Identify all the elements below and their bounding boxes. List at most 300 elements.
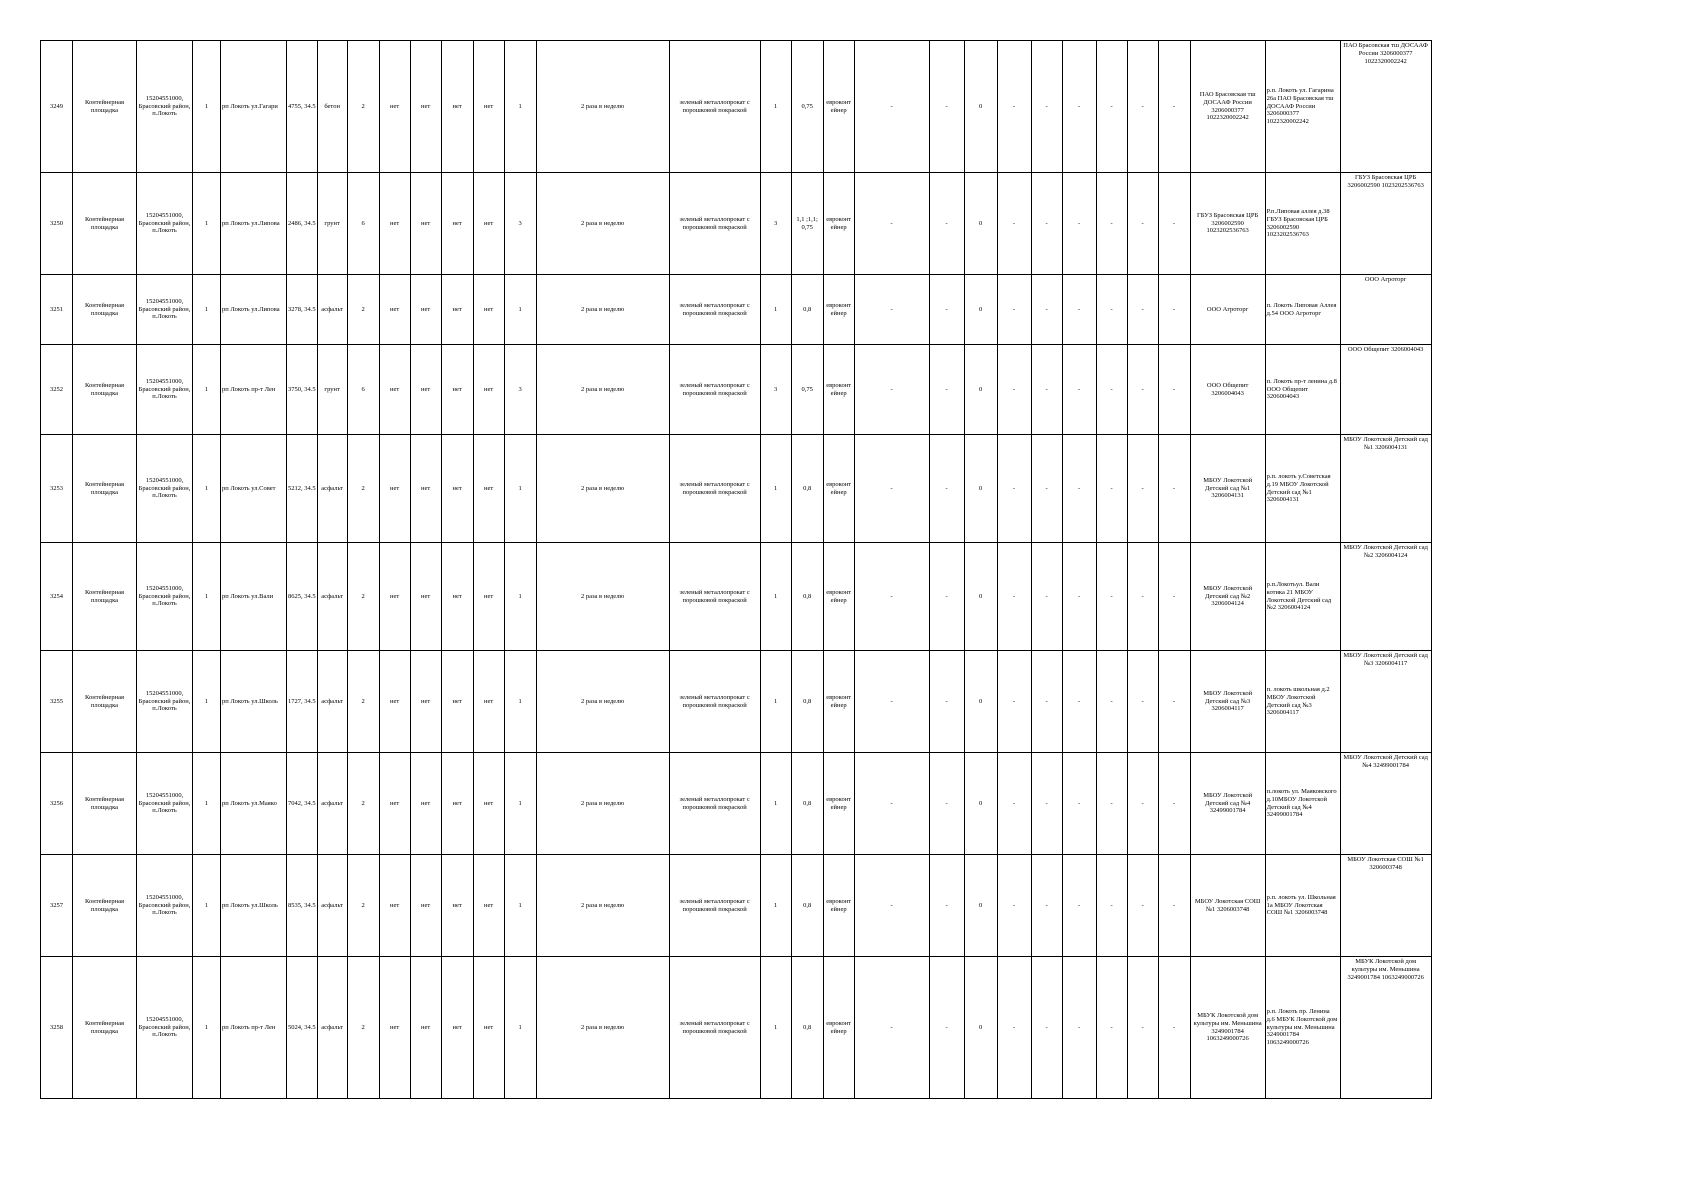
container-count: 1 — [760, 435, 791, 543]
col-d7: - — [1096, 543, 1127, 651]
col-d5: - — [1031, 855, 1062, 957]
coordinates-cell: 3278, 34.5 — [287, 275, 318, 345]
col-d2: - — [929, 651, 964, 753]
collection-frequency: 2 раза в неделю — [536, 41, 669, 173]
col-10: нет — [410, 753, 441, 855]
col-d4: - — [997, 435, 1031, 543]
col-d8: - — [1127, 41, 1158, 173]
col-10: нет — [410, 345, 441, 435]
col-d8: - — [1127, 543, 1158, 651]
container-volume: 0,8 — [791, 543, 823, 651]
owner-address-cell: р.п. локоть ул. Школьная 1а МБОУ Локотская СОШ №1 3206003748 — [1265, 855, 1340, 957]
col-d8: - — [1127, 345, 1158, 435]
col-8: 2 — [347, 651, 379, 753]
address-cell: рп Локоть ул.Гагари — [221, 41, 287, 173]
owner-cell: МБОУ Локотской Детский сад №4 32499001784 — [1190, 753, 1265, 855]
col-8: 2 — [347, 435, 379, 543]
col-4: 1 — [193, 275, 221, 345]
col-d1: - — [854, 435, 929, 543]
container-material: зеленый металлопрокат с порошковой покраской — [669, 543, 760, 651]
col-11: нет — [441, 855, 473, 957]
col-12: нет — [473, 41, 504, 173]
col-13: 1 — [504, 275, 536, 345]
container-type: евроконт ейнер — [823, 957, 854, 1099]
surface-cell: грунт — [317, 345, 347, 435]
col-4: 1 — [193, 173, 221, 275]
waste-source-cell: ГБУЗ Брасовская ЦРБ 3206002590 1023202536763 — [1340, 173, 1431, 275]
col-d4: - — [997, 753, 1031, 855]
collection-frequency: 2 раза в неделю — [536, 651, 669, 753]
container-type: евроконт ейнер — [823, 855, 854, 957]
container-count: 1 — [760, 543, 791, 651]
col-d1: - — [854, 345, 929, 435]
oktmo-location: 15204551000, Брасовский район, п.Локоть — [137, 543, 193, 651]
col-d7: - — [1096, 855, 1127, 957]
table-row — [41, 275, 1432, 345]
col-d2: - — [929, 173, 964, 275]
col-d9: - — [1158, 41, 1190, 173]
col-d9: - — [1158, 651, 1190, 753]
container-type: евроконт ейнер — [823, 651, 854, 753]
col-d5: - — [1031, 275, 1062, 345]
coordinates-cell: 3750, 34.5 — [287, 345, 318, 435]
owner-address-cell: р.п. Локоть пр. Ленина д.6 МБУК Локотской дом культуры им. Меньшина 3249001784 1063249000726 — [1265, 957, 1340, 1099]
col-d8: - — [1127, 435, 1158, 543]
table-row — [41, 543, 1432, 651]
col-9: нет — [379, 957, 410, 1099]
col-4: 1 — [193, 753, 221, 855]
col-9: нет — [379, 345, 410, 435]
col-10: нет — [410, 275, 441, 345]
address-cell: рп Локоть пр-т Лен — [221, 345, 287, 435]
col-d5: - — [1031, 957, 1062, 1099]
container-type: евроконт ейнер — [823, 275, 854, 345]
col-d2: - — [929, 275, 964, 345]
col-d5: - — [1031, 173, 1062, 275]
container-volume: 0,8 — [791, 957, 823, 1099]
container-type: евроконт ейнер — [823, 435, 854, 543]
col-13: 3 — [504, 345, 536, 435]
container-material: зеленый металлопрокат с порошковой покраской — [669, 855, 760, 957]
col-9: нет — [379, 275, 410, 345]
col-8: 2 — [347, 275, 379, 345]
collection-frequency: 2 раза в неделю — [536, 275, 669, 345]
col-9: нет — [379, 41, 410, 173]
col-d6: - — [1062, 173, 1096, 275]
col-d6: - — [1062, 543, 1096, 651]
col-d6: - — [1062, 957, 1096, 1099]
col-d7: - — [1096, 41, 1127, 173]
container-volume: 0,8 — [791, 753, 823, 855]
col-d3: 0 — [964, 651, 997, 753]
col-d4: - — [997, 957, 1031, 1099]
address-cell: рп Локоть пр-т Лен — [221, 957, 287, 1099]
col-10: нет — [410, 855, 441, 957]
col-12: нет — [473, 957, 504, 1099]
col-d3: 0 — [964, 345, 997, 435]
col-13: 1 — [504, 543, 536, 651]
col-d3: 0 — [964, 435, 997, 543]
container-count: 1 — [760, 855, 791, 957]
table-row — [41, 651, 1432, 753]
col-13: 1 — [504, 957, 536, 1099]
container-material: зеленый металлопрокат с порошковой покраской — [669, 957, 760, 1099]
col-13: 1 — [504, 41, 536, 173]
container-volume: 0,75 — [791, 41, 823, 173]
owner-cell: ПАО Брасовская тш ДОСААФ России 3206000377 1022320002242 — [1190, 41, 1265, 173]
col-d3: 0 — [964, 957, 997, 1099]
owner-address-cell: п.локоть ул. Маяковского д.10МБОУ Локотской Детский сад №4 32499001784 — [1265, 753, 1340, 855]
owner-address-cell: р.п.Локотьул. Вали котика 21 МБОУ Локотской Детский сад №2 3206004124 — [1265, 543, 1340, 651]
col-d9: - — [1158, 345, 1190, 435]
col-d6: - — [1062, 753, 1096, 855]
owner-cell: МБУК Локотской дом культуры им. Меньшина 3249001784 1063249000726 — [1190, 957, 1265, 1099]
col-4: 1 — [193, 543, 221, 651]
oktmo-location: 15204551000, Брасовский район, п.Локоть — [137, 345, 193, 435]
owner-cell: МБОУ Локотской Детский сад №1 3206004131 — [1190, 435, 1265, 543]
table-row — [41, 855, 1432, 957]
site-type: Контейнерная площадка — [73, 543, 137, 651]
owner-address-cell: п. Локоть пр-т ленина д.8 ООО Общепит 3206004043 — [1265, 345, 1340, 435]
surface-cell: грунт — [317, 173, 347, 275]
owner-cell: ООО Агроторг — [1190, 275, 1265, 345]
row-number: 3251 — [41, 275, 73, 345]
waste-source-cell: МБОУ Локотской Детский сад №2 3206004124 — [1340, 543, 1431, 651]
collection-frequency: 2 раза в неделю — [536, 435, 669, 543]
col-4: 1 — [193, 41, 221, 173]
col-d8: - — [1127, 651, 1158, 753]
oktmo-location: 15204551000, Брасовский район, п.Локоть — [137, 651, 193, 753]
col-11: нет — [441, 435, 473, 543]
table-row — [41, 753, 1432, 855]
coordinates-cell: 2486, 34.5 — [287, 173, 318, 275]
collection-frequency: 2 раза в неделю — [536, 345, 669, 435]
col-d9: - — [1158, 173, 1190, 275]
col-d1: - — [854, 543, 929, 651]
col-8: 2 — [347, 543, 379, 651]
row-number: 3256 — [41, 753, 73, 855]
container-count: 3 — [760, 173, 791, 275]
container-volume: 0,8 — [791, 855, 823, 957]
container-type: евроконт ейнер — [823, 41, 854, 173]
col-4: 1 — [193, 855, 221, 957]
col-d3: 0 — [964, 855, 997, 957]
col-d6: - — [1062, 855, 1096, 957]
col-10: нет — [410, 435, 441, 543]
col-8: 2 — [347, 957, 379, 1099]
col-12: нет — [473, 543, 504, 651]
col-d1: - — [854, 855, 929, 957]
address-cell: рп Локоть ул.Школь — [221, 651, 287, 753]
owner-cell: МБОУ Локотской Детский сад №2 3206004124 — [1190, 543, 1265, 651]
site-type: Контейнерная площадка — [73, 435, 137, 543]
col-d1: - — [854, 41, 929, 173]
coordinates-cell: 7042, 34.5 — [287, 753, 318, 855]
container-type: евроконт ейнер — [823, 753, 854, 855]
row-number: 3255 — [41, 651, 73, 753]
owner-address-cell: Р.п.Липовая аллея д.38 ГБУЗ Брасовская ЦРБ 3206002590 1023202536763 — [1265, 173, 1340, 275]
coordinates-cell: 1727, 34.5 — [287, 651, 318, 753]
col-4: 1 — [193, 651, 221, 753]
col-d3: 0 — [964, 41, 997, 173]
container-count: 1 — [760, 753, 791, 855]
col-4: 1 — [193, 957, 221, 1099]
col-d7: - — [1096, 753, 1127, 855]
col-d6: - — [1062, 41, 1096, 173]
col-d6: - — [1062, 435, 1096, 543]
col-d6: - — [1062, 651, 1096, 753]
row-number: 3254 — [41, 543, 73, 651]
registry-table — [40, 40, 1432, 1099]
waste-source-cell: ПАО Брасовская тш ДОСААФ России 3206000377 1022320002242 — [1340, 41, 1431, 173]
col-d8: - — [1127, 753, 1158, 855]
surface-cell: асфальт — [317, 435, 347, 543]
waste-source-cell: ООО Агроторг — [1340, 275, 1431, 345]
surface-cell: асфальт — [317, 651, 347, 753]
col-d8: - — [1127, 957, 1158, 1099]
col-10: нет — [410, 957, 441, 1099]
col-10: нет — [410, 543, 441, 651]
col-d7: - — [1096, 345, 1127, 435]
owner-cell: ГБУЗ Брасовская ЦРБ 3206002590 1023202536763 — [1190, 173, 1265, 275]
collection-frequency: 2 раза в неделю — [536, 957, 669, 1099]
col-9: нет — [379, 855, 410, 957]
coordinates-cell: 5212, 34.5 — [287, 435, 318, 543]
container-material: зеленый металлопрокат с порошковой покраской — [669, 435, 760, 543]
col-10: нет — [410, 41, 441, 173]
waste-source-cell: МБОУ Локотской Детский сад №1 3206004131 — [1340, 435, 1431, 543]
container-material: зеленый металлопрокат с порошковой покраской — [669, 345, 760, 435]
col-d5: - — [1031, 41, 1062, 173]
col-d3: 0 — [964, 173, 997, 275]
col-d8: - — [1127, 173, 1158, 275]
col-d6: - — [1062, 345, 1096, 435]
col-4: 1 — [193, 435, 221, 543]
col-8: 2 — [347, 753, 379, 855]
col-d3: 0 — [964, 543, 997, 651]
col-d4: - — [997, 543, 1031, 651]
col-d2: - — [929, 543, 964, 651]
container-type: евроконт ейнер — [823, 173, 854, 275]
oktmo-location: 15204551000, Брасовский район, п.Локоть — [137, 41, 193, 173]
col-11: нет — [441, 275, 473, 345]
col-d7: - — [1096, 275, 1127, 345]
col-d5: - — [1031, 345, 1062, 435]
container-count: 3 — [760, 345, 791, 435]
col-12: нет — [473, 855, 504, 957]
col-8: 6 — [347, 345, 379, 435]
owner-address-cell: п. локоть школьная д.2 МБОУ Локотской Детский сад №3 3206004117 — [1265, 651, 1340, 753]
col-d3: 0 — [964, 753, 997, 855]
col-d9: - — [1158, 855, 1190, 957]
col-11: нет — [441, 543, 473, 651]
table-row — [41, 41, 1432, 173]
coordinates-cell: 4755, 34.5 — [287, 41, 318, 173]
waste-source-cell: МБОУ Локотской Детский сад №3 3206004117 — [1340, 651, 1431, 753]
waste-source-cell: ООО Общепит 3206004043 — [1340, 345, 1431, 435]
oktmo-location: 15204551000, Брасовский район, п.Локоть — [137, 753, 193, 855]
owner-address-cell: п. Локоть Липовая Аллея д.54 ООО Агроторг — [1265, 275, 1340, 345]
col-d5: - — [1031, 543, 1062, 651]
col-d5: - — [1031, 753, 1062, 855]
site-type: Контейнерная площадка — [73, 957, 137, 1099]
col-d2: - — [929, 41, 964, 173]
col-8: 2 — [347, 855, 379, 957]
coordinates-cell: 8625, 34.5 — [287, 543, 318, 651]
container-volume: 1,1 ;1,1; 0,75 — [791, 173, 823, 275]
address-cell: рп Локоть ул.Вали — [221, 543, 287, 651]
site-type: Контейнерная площадка — [73, 41, 137, 173]
col-13: 1 — [504, 435, 536, 543]
table-row — [41, 957, 1432, 1099]
surface-cell: асфальт — [317, 957, 347, 1099]
address-cell: рп Локоть ул.Совет — [221, 435, 287, 543]
col-d3: 0 — [964, 275, 997, 345]
col-d7: - — [1096, 173, 1127, 275]
col-11: нет — [441, 957, 473, 1099]
col-d9: - — [1158, 275, 1190, 345]
container-material: зеленый металлопрокат с порошковой покраской — [669, 275, 760, 345]
container-volume: 0,75 — [791, 345, 823, 435]
col-d2: - — [929, 855, 964, 957]
waste-source-cell: МБУК Локотской дом культуры им. Меньшина 3249001784 1063249000726 — [1340, 957, 1431, 1099]
col-d4: - — [997, 275, 1031, 345]
col-d1: - — [854, 651, 929, 753]
row-number: 3252 — [41, 345, 73, 435]
site-type: Контейнерная площадка — [73, 173, 137, 275]
col-d2: - — [929, 345, 964, 435]
waste-source-cell: МБОУ Локотской Детский сад №4 32499001784 — [1340, 753, 1431, 855]
address-cell: рп Локоть ул.Липова — [221, 275, 287, 345]
coordinates-cell: 5024, 34.5 — [287, 957, 318, 1099]
row-number: 3249 — [41, 41, 73, 173]
address-cell: рп Локоть ул.Маяко — [221, 753, 287, 855]
row-number: 3250 — [41, 173, 73, 275]
container-material: зеленый металлопрокат с порошковой покраской — [669, 753, 760, 855]
col-9: нет — [379, 753, 410, 855]
table-row — [41, 173, 1432, 275]
container-type: евроконт ейнер — [823, 543, 854, 651]
owner-address-cell: р.п. локоть у.Советская д.19 МБОУ Локотской Детский сад №1 3206004131 — [1265, 435, 1340, 543]
col-d8: - — [1127, 275, 1158, 345]
col-d7: - — [1096, 435, 1127, 543]
col-9: нет — [379, 435, 410, 543]
site-type: Контейнерная площадка — [73, 855, 137, 957]
col-13: 1 — [504, 753, 536, 855]
address-cell: рп Локоть ул.Липова — [221, 173, 287, 275]
container-volume: 0,8 — [791, 651, 823, 753]
col-4: 1 — [193, 345, 221, 435]
oktmo-location: 15204551000, Брасовский район, п.Локоть — [137, 275, 193, 345]
site-type: Контейнерная площадка — [73, 753, 137, 855]
container-volume: 0,8 — [791, 275, 823, 345]
col-d9: - — [1158, 543, 1190, 651]
col-d4: - — [997, 173, 1031, 275]
container-volume: 0,8 — [791, 435, 823, 543]
col-13: 1 — [504, 855, 536, 957]
col-11: нет — [441, 173, 473, 275]
col-d4: - — [997, 41, 1031, 173]
container-count: 1 — [760, 275, 791, 345]
col-10: нет — [410, 173, 441, 275]
collection-frequency: 2 раза в неделю — [536, 543, 669, 651]
col-10: нет — [410, 651, 441, 753]
oktmo-location: 15204551000, Брасовский район, п.Локоть — [137, 855, 193, 957]
col-11: нет — [441, 345, 473, 435]
col-12: нет — [473, 651, 504, 753]
container-count: 1 — [760, 651, 791, 753]
surface-cell: асфальт — [317, 543, 347, 651]
site-type: Контейнерная площадка — [73, 345, 137, 435]
oktmo-location: 15204551000, Брасовский район, п.Локоть — [137, 957, 193, 1099]
col-12: нет — [473, 275, 504, 345]
col-d2: - — [929, 753, 964, 855]
col-11: нет — [441, 651, 473, 753]
collection-frequency: 2 раза в неделю — [536, 173, 669, 275]
col-d2: - — [929, 435, 964, 543]
col-d5: - — [1031, 435, 1062, 543]
col-d7: - — [1096, 957, 1127, 1099]
col-d7: - — [1096, 651, 1127, 753]
row-number: 3253 — [41, 435, 73, 543]
col-13: 1 — [504, 651, 536, 753]
col-12: нет — [473, 753, 504, 855]
surface-cell: асфальт — [317, 753, 347, 855]
col-d9: - — [1158, 957, 1190, 1099]
waste-source-cell: МБОУ Локотская СОШ №1 3206003748 — [1340, 855, 1431, 957]
oktmo-location: 15204551000, Брасовский район, п.Локоть — [137, 173, 193, 275]
container-material: зеленый металлопрокат с порошковой покраской — [669, 651, 760, 753]
col-d1: - — [854, 275, 929, 345]
address-cell: рп Локоть ул.Школь — [221, 855, 287, 957]
container-count: 1 — [760, 41, 791, 173]
col-d5: - — [1031, 651, 1062, 753]
col-12: нет — [473, 173, 504, 275]
owner-address-cell: р.п. Локоть ул. Гагарина 26а ПАО Брасовская тш ДОСААФ России 3206000377 1022320002242 — [1265, 41, 1340, 173]
col-d6: - — [1062, 275, 1096, 345]
col-9: нет — [379, 173, 410, 275]
container-material: зеленый металлопрокат с порошковой покраской — [669, 41, 760, 173]
col-9: нет — [379, 543, 410, 651]
site-type: Контейнерная площадка — [73, 651, 137, 753]
site-type: Контейнерная площадка — [73, 275, 137, 345]
oktmo-location: 15204551000, Брасовский район, п.Локоть — [137, 435, 193, 543]
col-d8: - — [1127, 855, 1158, 957]
col-d1: - — [854, 957, 929, 1099]
col-d4: - — [997, 855, 1031, 957]
table-row — [41, 435, 1432, 543]
col-8: 6 — [347, 173, 379, 275]
col-d9: - — [1158, 753, 1190, 855]
col-11: нет — [441, 753, 473, 855]
col-8: 2 — [347, 41, 379, 173]
container-type: евроконт ейнер — [823, 345, 854, 435]
table-row — [41, 345, 1432, 435]
owner-cell: МБОУ Локотская СОШ №1 3206003748 — [1190, 855, 1265, 957]
row-number: 3258 — [41, 957, 73, 1099]
col-d1: - — [854, 753, 929, 855]
col-d2: - — [929, 957, 964, 1099]
col-12: нет — [473, 345, 504, 435]
container-material: зеленый металлопрокат с порошковой покраской — [669, 173, 760, 275]
col-9: нет — [379, 651, 410, 753]
col-d1: - — [854, 173, 929, 275]
collection-frequency: 2 раза в неделю — [536, 855, 669, 957]
col-d9: - — [1158, 435, 1190, 543]
col-13: 3 — [504, 173, 536, 275]
surface-cell: асфальт — [317, 855, 347, 957]
col-d4: - — [997, 651, 1031, 753]
